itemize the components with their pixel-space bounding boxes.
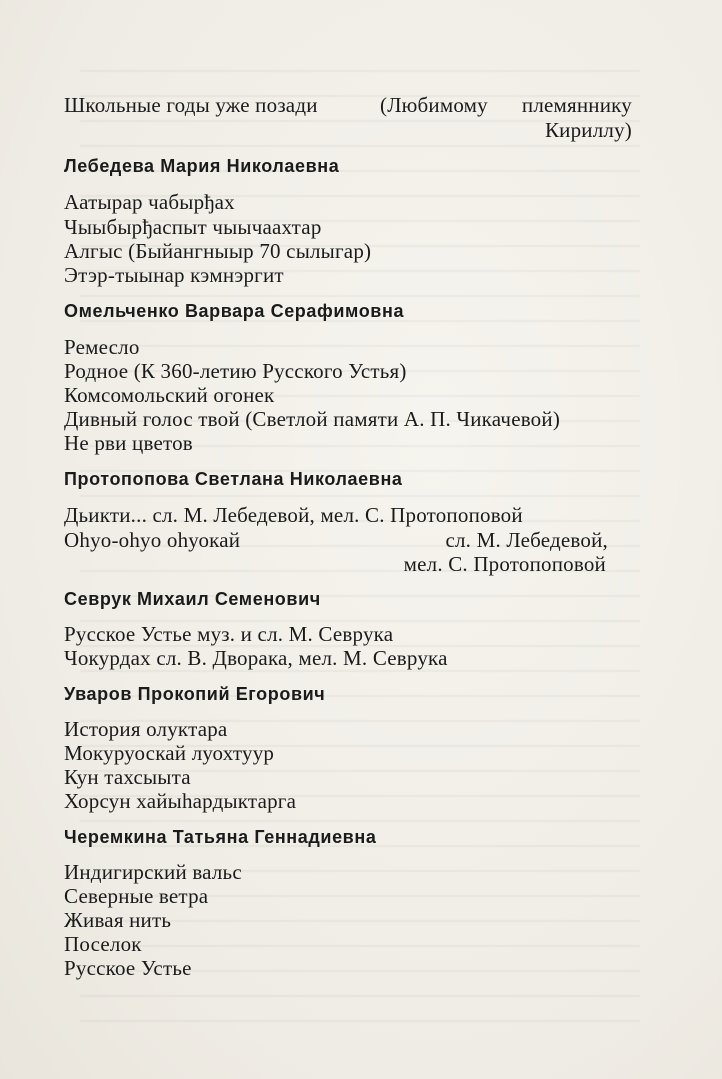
entry-credits: сл. М. Лебедевой, <box>445 528 608 552</box>
entry-title: Кун тахсыыта <box>64 765 191 789</box>
entry-title: Дьикти... сл. М. Лебедевой, мел. С. Протопоповой <box>64 503 523 527</box>
author-heading: Севрук Михаил Семенович <box>64 589 321 609</box>
entry-title: Этэр-тыынар кэмнэргит <box>64 263 284 287</box>
entry-title: Комсомольский огонек <box>64 383 275 407</box>
entry-title: Аатырар чабырђах <box>64 190 235 214</box>
entry-title: Хорсун хайыhардыктарга <box>64 789 297 813</box>
entry-title: Оhyo-оhyo оhуокай <box>64 528 241 552</box>
entry-title: Русское Устье <box>64 956 192 980</box>
entry-dedication-cont: Кириллу) <box>544 118 632 142</box>
entry-credits-cont: мел. С. Протопоповой <box>403 552 606 576</box>
entry-title: Мокуруоскай луохтуур <box>64 741 275 765</box>
author-heading: Черемкина Татьяна Геннадиевна <box>64 827 377 847</box>
entry-title: Северные ветра <box>64 884 209 908</box>
entry-title: Живая нить <box>64 908 172 932</box>
entry-title: Поселок <box>64 932 142 956</box>
entry-title: Русское Устье муз. и сл. М. Севрука <box>64 622 394 646</box>
entry-title: Не рви цветов <box>64 431 193 455</box>
entry-title: Родное (К 360-летию Русского Устья) <box>64 359 407 383</box>
author-heading: Лебедева Мария Николаевна <box>64 156 340 176</box>
entry-dedication: (Любимому племяннику <box>380 93 632 117</box>
author-heading: Протопопова Светлана Николаевна <box>64 469 403 489</box>
entry-title: Школьные годы уже позади <box>64 93 318 117</box>
entry-title: Индигирский вальс <box>64 860 242 884</box>
entry-title: История олуктара <box>64 717 228 741</box>
entry-title: Дивный голос твой (Светлой памяти А. П. Чикачевой) <box>64 407 561 431</box>
entry-title: Алгыс (Быйангныыр 70 сылыгар) <box>64 239 372 263</box>
entry-title: Чыыбырђаспыт чыычаахтар <box>64 215 322 239</box>
entry-title: Чокурдах сл. В. Дворака, мел. М. Севрука <box>64 646 448 670</box>
author-heading: Уваров Прокопий Егорович <box>64 684 326 704</box>
entry-title: Ремесло <box>64 335 140 359</box>
author-heading: Омельченко Варвара Серафимовна <box>64 301 405 321</box>
